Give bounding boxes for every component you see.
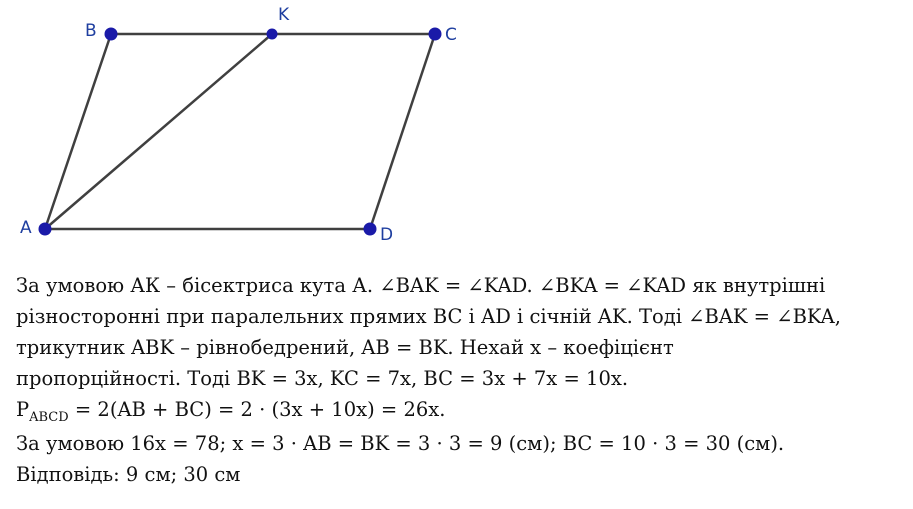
label-c: C: [445, 25, 457, 45]
parallelogram-figure: [0, 0, 913, 250]
perimeter-formula: [16, 394, 906, 428]
point-c: [429, 28, 442, 41]
perimeter-expression: = 2(AB + BC) = 2 · (3x + 10x) = 26x.: [68, 398, 446, 421]
label-b: B: [85, 21, 97, 41]
point-d: [364, 223, 377, 236]
segment-cd: [370, 34, 435, 229]
label-a: A: [20, 218, 32, 238]
solution-line-1: За умовою АК – бісектриса кута А. ∠BAK = ∠KAD. ∠BKA = ∠KAD як внутрішні: [16, 274, 826, 297]
solution-line-6: За умовою 16x = 78; x = 3 · AB = BK = 3 · 3 = 9 (см); BC = 10 · 3 = 30 (см).: [16, 432, 785, 455]
answer-line: Відповідь: 9 см; 30 см: [16, 463, 241, 486]
solution-text: [16, 270, 906, 490]
solution-line-3: трикутник ABK – рівнобедрений, AB = BK. Нехай x – коефіцієнт: [16, 336, 674, 359]
point-a: [39, 223, 52, 236]
label-k: K: [278, 5, 290, 25]
point-b: [105, 28, 118, 41]
solution-line-2: різносторонні при паралельних прямих BC і AD і січній AK. Тоді ∠BAK = ∠BKA,: [16, 305, 841, 328]
label-d: D: [380, 225, 394, 245]
perimeter-symbol: P: [16, 398, 30, 421]
perimeter-subscript: ABCD: [29, 410, 69, 425]
solution-line-4: пропорційності. Тоді BK = 3x, KC = 7x, BC = 3x + 7x = 10x.: [16, 367, 629, 390]
point-k: [267, 29, 278, 40]
